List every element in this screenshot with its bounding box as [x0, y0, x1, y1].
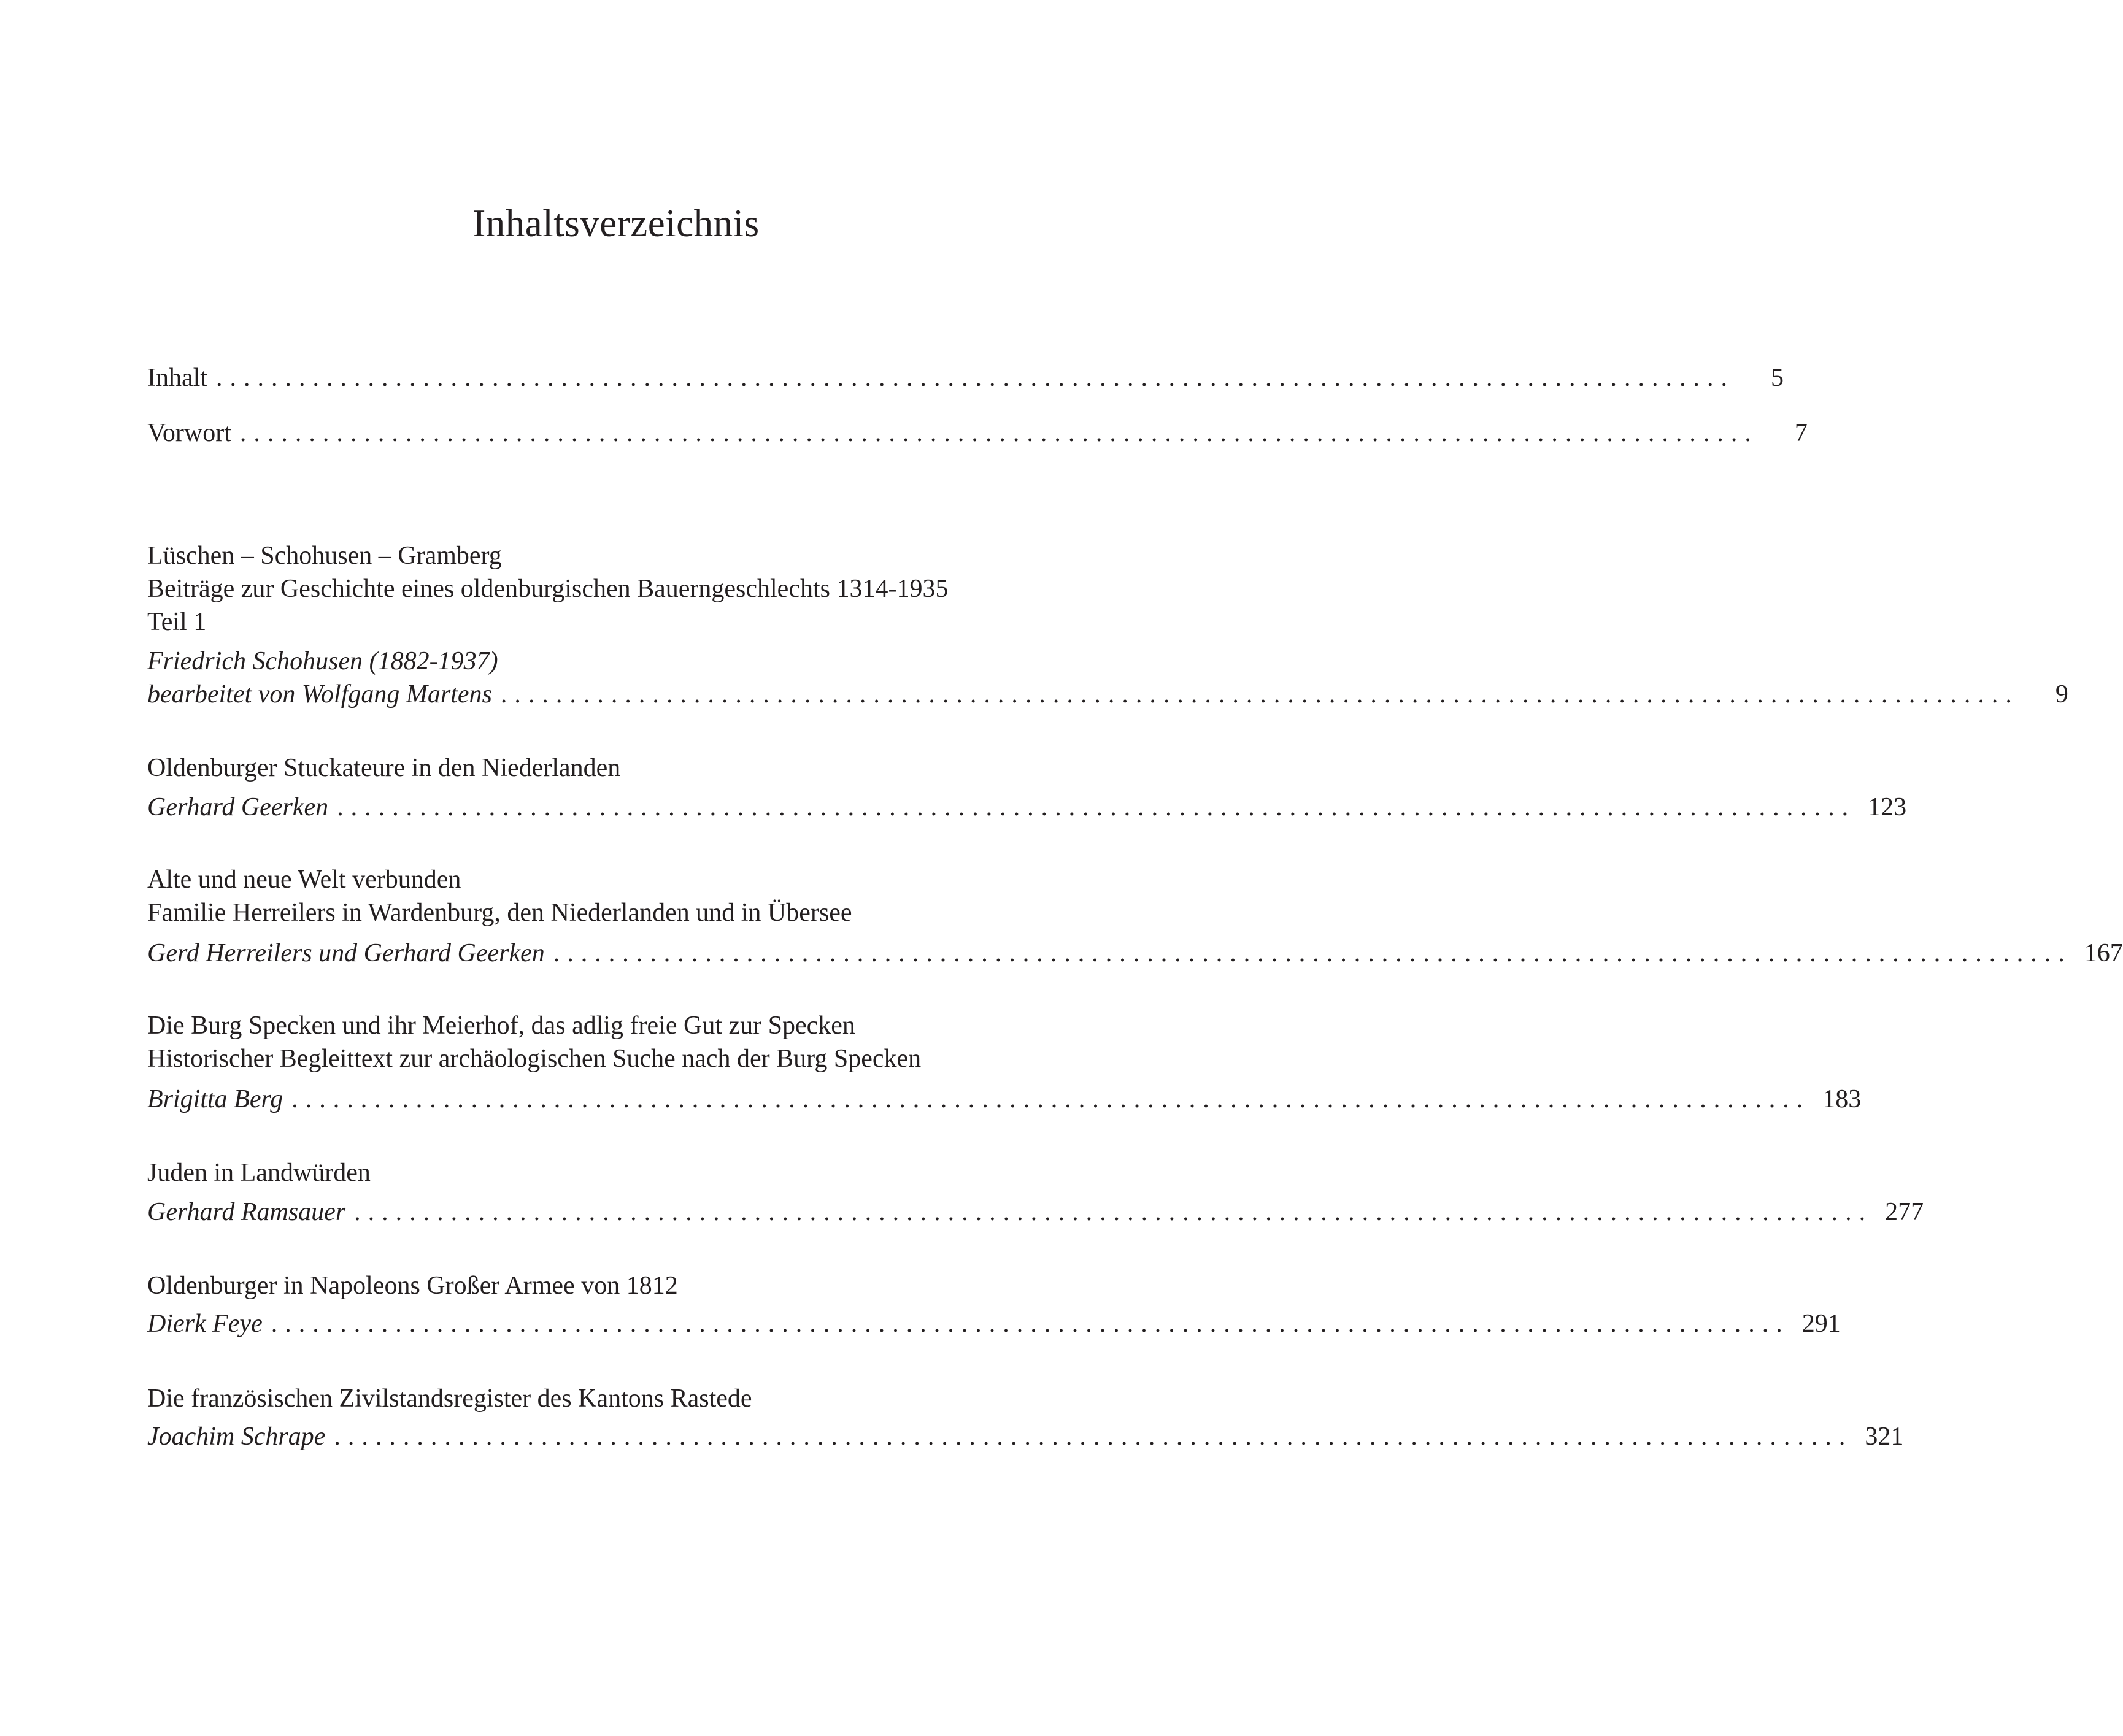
- leader-dots: ..............................................................................................................: [239, 419, 1759, 447]
- leader-dots: ..............................................................................................................: [337, 793, 1856, 821]
- toc-entry-article-3[interactable]: [147, 936, 2123, 970]
- toc-page-number: 7: [1794, 419, 1808, 447]
- toc-entry-inhalt[interactable]: [147, 361, 1784, 395]
- toc-entry-article-4[interactable]: [147, 1082, 1862, 1116]
- article-author: Joachim Schrape: [147, 1423, 326, 1451]
- toc-page-number: 5: [1770, 364, 1784, 392]
- article-title-line: Juden in Landwürden: [147, 1159, 371, 1187]
- toc-entry-article-5[interactable]: [147, 1195, 1924, 1229]
- article-author: Gerhard Geerken: [147, 793, 329, 821]
- toc-page-number: 9: [2055, 680, 2068, 709]
- toc-entry-article-6[interactable]: [147, 1307, 1841, 1341]
- toc-entry-label: Vorwort: [147, 419, 231, 447]
- toc-entry-article-1[interactable]: [147, 677, 2068, 712]
- page-title: Inhaltsverzeichnis: [472, 202, 760, 245]
- leader-dots: ..............................................................................................................: [271, 1310, 1790, 1338]
- article-title-line: Oldenburger in Napoleons Großer Armee von 1812: [147, 1272, 678, 1300]
- leader-dots: ..............................................................................................................: [553, 939, 2072, 967]
- toc-page-number: 291: [1801, 1310, 1841, 1338]
- toc-entry-vorwort[interactable]: [147, 416, 1808, 450]
- leader-dots: ..............................................................................................................: [500, 680, 2019, 709]
- toc-page-number: 167: [2084, 939, 2123, 967]
- toc-entry-article-7[interactable]: [147, 1419, 1904, 1454]
- leader-dots: ..............................................................................................................: [215, 364, 1735, 392]
- toc-entry-label: Inhalt: [147, 364, 207, 392]
- leader-dots: ..............................................................................................................: [354, 1198, 1873, 1226]
- leader-dots: ..............................................................................................................: [291, 1085, 1811, 1113]
- article-title-line: Die französischen Zivilstandsregister des Kantons Rastede: [147, 1385, 752, 1413]
- toc-page-number: 321: [1865, 1423, 1904, 1451]
- article-author: Gerhard Ramsauer: [147, 1198, 346, 1226]
- article-title-line: Beiträge zur Geschichte eines oldenburgischen Bauerngeschlechts 1314-1935: [147, 575, 949, 603]
- toc-page-number: 123: [1868, 793, 1907, 821]
- article-title-line: Teil 1: [147, 608, 207, 636]
- toc-page-number: 277: [1885, 1198, 1924, 1226]
- article-title-line: Familie Herreilers in Wardenburg, den Niederlanden und in Übersee: [147, 899, 852, 927]
- article-title-line: Die Burg Specken und ihr Meierhof, das adlig freie Gut zur Specken: [147, 1012, 855, 1040]
- article-title-line: Alte und neue Welt verbunden: [147, 866, 461, 894]
- article-title-line: Lüschen – Schohusen – Gramberg: [147, 542, 502, 570]
- toc-entry-article-2[interactable]: [147, 790, 1907, 824]
- article-author: Brigitta Berg: [147, 1085, 283, 1113]
- article-author-pre: Friedrich Schohusen (1882-1937): [147, 647, 498, 675]
- article-author: Dierk Feye: [147, 1310, 263, 1338]
- article-author: bearbeitet von Wolfgang Martens: [147, 680, 492, 709]
- toc-page-number: 183: [1822, 1085, 1862, 1113]
- article-author: Gerd Herreilers und Gerhard Geerken: [147, 939, 545, 967]
- leader-dots: ..............................................................................................................: [334, 1423, 1853, 1451]
- article-title-line: Oldenburger Stuckateure in den Niederlanden: [147, 754, 621, 782]
- article-title-line: Historischer Begleittext zur archäologischen Suche nach der Burg Specken: [147, 1045, 922, 1073]
